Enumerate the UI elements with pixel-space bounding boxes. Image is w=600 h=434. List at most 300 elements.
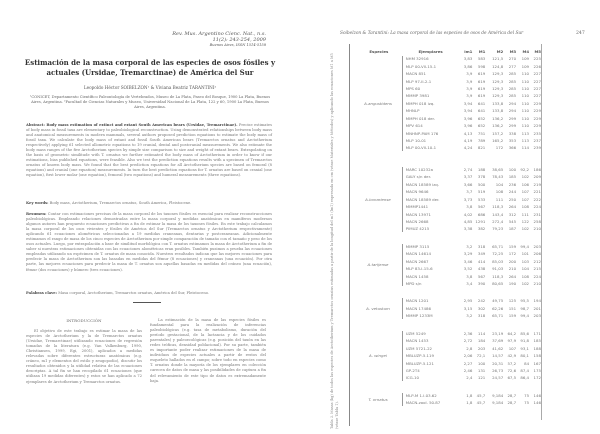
specimen-cell: MACN 18589 izq. (405, 181, 439, 187)
species-name: T. ornatus (368, 396, 388, 402)
lm1-cell: 3,96 (463, 123, 473, 129)
m4-cell: 108 (521, 273, 530, 279)
m1-cell: 619 (477, 78, 486, 84)
specimen-cell: MBLUZP-5.119 (405, 353, 434, 359)
m4-cell: 110 (521, 108, 530, 114)
lm1-cell: 3,29 (463, 251, 473, 257)
m4-cell: 110 (521, 78, 530, 84)
header-m5: M5 (534, 48, 542, 54)
m3-cell: 299 (508, 123, 517, 129)
m2-cell: 118,3 (492, 273, 504, 279)
m5-cell: 210 (533, 281, 541, 287)
table-row (355, 272, 541, 279)
m2-cell: 85,03 (492, 258, 504, 264)
m2-cell: 108 (495, 189, 504, 195)
specimen-cell: MLP 00-VII-10-1 (405, 145, 437, 151)
group-spacer (355, 320, 541, 330)
keywords-en (26, 201, 272, 205)
lm1-cell: 4,19 (463, 138, 473, 144)
specimen-cell: MACN 14614 (405, 251, 431, 257)
m3-cell: 100 (508, 166, 517, 172)
m4-cell: 102 (521, 226, 530, 232)
m1-cell: 318 (477, 243, 486, 249)
m1-cell: 619 (477, 93, 486, 99)
intro-column-left (26, 318, 142, 385)
m4-cell: 113 (521, 130, 530, 136)
lm1-cell: 2,72 (463, 338, 473, 344)
header-m3: M3 (509, 48, 517, 54)
m1-cell: 500 (477, 181, 486, 187)
m4-cell: 110 (521, 93, 530, 99)
m3-cell: 264 (508, 204, 517, 210)
m5-cell: 229 (533, 123, 541, 129)
table-row (355, 77, 541, 84)
lm1-cell: 3,9 (466, 71, 473, 77)
m5-cell: 225 (533, 56, 541, 62)
table-row (355, 85, 541, 92)
group-spacer (355, 287, 541, 297)
m5-cell: 227 (533, 93, 541, 99)
page-number: 247 (576, 31, 585, 36)
specimen-cell: UZM 5249 (405, 330, 426, 336)
header-m4: M4 (522, 48, 530, 54)
m1-cell: 1291 (475, 218, 486, 224)
abstract (26, 123, 272, 179)
m2-cell: 118,3 (492, 204, 504, 210)
authors: Leopoldo Héctor SOIBELZON¹ & Viviana Beatriz TARANTINI² (83, 85, 217, 90)
m3-cell: 190 (508, 281, 517, 287)
m3-cell: 294 (508, 100, 517, 106)
m4-cell: 101 (521, 251, 530, 257)
lm1-cell: 2,95 (463, 298, 473, 304)
specimen-cell: MMMP 3981 (405, 93, 430, 99)
specimen-cell: MMPH 018 der. (405, 115, 435, 121)
m1-cell: 652 (477, 115, 486, 121)
lm1-cell: 3,4 (466, 281, 473, 287)
m2-cell: 136,2 (492, 123, 504, 129)
m3-cell: 97,9 (507, 338, 517, 344)
m3-cell: 159 (508, 243, 517, 249)
specimen-cell: MARC 10232a (405, 166, 433, 172)
lm1-cell: 3,86 (463, 63, 473, 69)
m1-cell: 242 (477, 298, 486, 304)
species-group (355, 297, 541, 319)
species-name: A. vetustum (366, 305, 390, 311)
m4-cell: 110 (521, 100, 530, 106)
m5-cell: 172 (533, 375, 541, 381)
specimen-cell: MACN 2668 (405, 218, 429, 224)
resumen-text: Contar con estimaciones precisas de la masa corporal de los taxones fósiles es esencial para realizar reconstrucciones paleobiológicas. Empleando relaciones demostradas entre la masa corporal y medidas anatómicas en mamíferos modernos algunos autores han propuesto ecuaciones predictivas a fin de estimar la masa de los taxones fósiles. En este trabajo calculamos la masa corporal de los osos vivientes y fósiles de América del Sur (Tremarctos ornatus y Arctotherium respectivamente) aplicando 61 ecuaciones alométricas seleccionadas a 19 medidas craneanas, dentarias y postcraneanas. Adicionalmente estimamos el rango de masa de los cinco especies de Arctotherium por simple comparación de tamaño con el tamaño y peso de los osos actuales. Luego, por extrapolación a base de similitud morfológica con T. ornatus estimamos la masa de Arctotherium a fin de saber si nuestras estimaciones obtenidas con las ecuaciones alométricas eran posibles. También pusimos a prueba las ecuaciones empleadas utilizando un espécimen de T. ornatus de masa conocida. Nuestros resultados indican que las mejores ecuaciones para predecir la masa de Arctotherium son las basadas en medidas del fémur (8 ecuaciones) y craneanas (una ecuación). Por otra parte, las mejores ecuaciones para predecir la masa de T. ornatus son aquellas basadas en medidas del cráneo (una ecuación), fémur (dos ecuaciones) y húmero (tres ecuaciones). (26, 212, 272, 272)
specimen-cell: MBLUZP-5.121 (405, 360, 434, 366)
header-lm1: lm1 (464, 48, 473, 54)
table-body (355, 55, 541, 407)
m1-cell: 203 (477, 345, 486, 351)
m5-cell: 219 (533, 181, 541, 187)
m1-cell: 438 (477, 266, 486, 272)
m2-cell: 129,3 (492, 78, 504, 84)
lm1-cell: 3,2 (466, 243, 473, 249)
m4-cell: 99,4 (520, 243, 530, 249)
species-group (355, 392, 541, 407)
m4-cell: 98,7 (520, 305, 530, 311)
m5-cell: 237 (533, 138, 541, 144)
lm1-cell: 3,52 (463, 266, 473, 272)
resumen (26, 212, 272, 273)
m1-cell: 390 (477, 281, 486, 287)
lm1-cell: 4,24 (463, 145, 473, 151)
m3-cell: 270 (508, 56, 517, 62)
m4-cell: 75 (524, 392, 530, 398)
m5-cell: 239 (533, 145, 541, 151)
lm1-cell: 2,36 (463, 330, 473, 336)
abstract-text: Precise estimates of body mass in fossil taxa are elementary to paleobiological reconstruction. Using demonstrated relationships between body mass and anatomical measurements in modern mammals, several authors proposed prediction equations to estimate the body mass of fossil taxa. We calculate the body mass of extant and fossil South American bears (Tremarctos ornatus and Arctotherium respectively) applying 61 selected allometric equations to 19 cranial, dental and postcranial measurements. We also estimate the body mass ranges of the five Arctotherium species by simple size comparison to size and weight of extant bears. Extrapolating on the basis of geometric similitude with T. ornatus we further estimated the body mass of Arctotherium in order to know if our estimations, bias published equations, were feasible. Also we test the prediction equations results with a specimen of Tremarctos ornatus of known body mass. We found that the best prediction equations for all Arctotherium species are based on femoral (8 equations) and cranial (one equation) measurements. In turn the best prediction equations for T. ornatus are based on cranial (one equation), first lower molar (one equation), femoral (two equations) and humeral measurements (three equations). (26, 123, 272, 178)
m1-cell: 519 (477, 189, 486, 195)
m2-cell: 143,4 (492, 211, 504, 217)
specimen-cell: MACN 18589 der. (405, 196, 440, 202)
specimen-cell: MACN 1458 (405, 273, 429, 279)
specimen-cell: MACN 13971 (405, 211, 431, 217)
species-name: A.bonariense (365, 196, 391, 202)
m2-cell: 133,8 (492, 108, 504, 114)
m5-cell: 229 (533, 108, 541, 114)
m4-cell: 86,4 (520, 375, 530, 381)
specimen-cell: MACN 1201 (405, 298, 429, 304)
m3-cell: 200 (508, 258, 517, 264)
m5-cell: 209 (533, 174, 541, 180)
m3-cell: 64,2 (507, 330, 517, 336)
m2-cell: 124,8 (492, 63, 504, 69)
lm1-cell: 3,9 (466, 93, 473, 99)
keywords-es-label: Palabras clave: (26, 291, 58, 295)
m4-cell: 91,8 (520, 338, 530, 344)
m3-cell: 277 (508, 63, 517, 69)
m4-cell: 108 (521, 204, 530, 210)
lm1-cell: 2,4 (466, 375, 473, 381)
journal-issn: Buenos Aires, ISSN 1514-5158 (209, 43, 266, 48)
m3-cell: 545 (508, 218, 517, 224)
specimen-cell: MLP 10-01 (405, 138, 427, 144)
group-bracket (402, 56, 403, 151)
m2-cell: 133,8 (492, 100, 504, 106)
m5-cell: 167 (533, 360, 541, 366)
m4-cell: 110 (521, 71, 530, 77)
m2-cell: 129,3 (492, 93, 504, 99)
lm1-cell: 1,8 (466, 400, 473, 406)
lm1-cell: 3,46 (463, 258, 473, 264)
m3-cell: 236 (508, 181, 517, 187)
m2-cell: 37,69 (492, 338, 504, 344)
m5-cell: 203 (533, 313, 541, 319)
lm1-cell: 3,15 (463, 305, 473, 311)
m5-cell: 229 (533, 115, 541, 121)
lm1-cell: 3,7 (466, 189, 473, 195)
lm1-cell: 3,38 (463, 226, 473, 232)
table-row (355, 280, 541, 287)
m3-cell: 72,6 (507, 367, 517, 373)
m2-cell: 14,57 (492, 353, 504, 359)
m4-cell: 122 (521, 218, 530, 224)
m2-cell: 91,03 (492, 266, 504, 272)
right-page (300, 0, 600, 434)
m5-cell: 203 (533, 243, 541, 249)
table-row (355, 181, 541, 188)
table-row (355, 115, 541, 122)
table-row (355, 137, 541, 144)
m2-cell: 20,31 (492, 360, 504, 366)
lm1-cell: 2,27 (463, 360, 473, 366)
m2-cell: 129,3 (492, 85, 504, 91)
m4-cell: 102 (521, 174, 530, 180)
m2-cell: 65,71 (492, 243, 504, 249)
lm1-cell: 3,8 (466, 204, 473, 210)
m5-cell: 158 (533, 353, 541, 359)
m3-cell: 67,5 (507, 375, 517, 381)
m5-cell: 258 (533, 218, 541, 224)
table-row (355, 203, 541, 210)
m4-cell: 92,2 (520, 166, 530, 172)
lm1-cell: 3,8 (466, 273, 473, 279)
m2-cell: 65,71 (492, 313, 504, 319)
specimen-cell: MLP 97-II-2-1 (405, 78, 432, 84)
m2-cell: 172 (495, 145, 504, 151)
m5-cell: 229 (533, 100, 541, 106)
m3-cell: 338 (508, 130, 517, 136)
table-row (355, 70, 541, 77)
m4-cell: 109 (521, 63, 530, 69)
lm1-cell: 2,8 (466, 345, 473, 351)
table-row (355, 337, 541, 344)
m1-cell: 619 (477, 71, 486, 77)
table-row (355, 297, 541, 304)
m5-cell: 226 (533, 63, 541, 69)
lm1-cell: 4,02 (463, 211, 473, 217)
lm1-cell: 2,06 (463, 353, 473, 359)
intro-paragraph-2: La estimación de la masa de las especies fósiles es fundamental para la realización de inferencias paleobiológicas (e.g. tasa de metabolismo, duración del período gestacional, de la lactancia y de los cuidados parentales) y paleoecológicas (e.g. posición del taxón en las redes tróficas, densidad poblacional). Por su parte, también es importante poder realizar estimaciones de la masa de individuos de especies actuales a partir de restos del esqueleto hallados en el campo; sobre todo en especies como T. ornatus donde la mayoría de los ejemplares en colección carecen de datos de masa y las posibilidades de captura a fin del relevamiento de este tipo de datos es extremadamente baja. (150, 318, 266, 383)
m1-cell: 318 (477, 313, 486, 319)
specimen-cell: MACN 851 (405, 71, 426, 77)
m1-cell: 652 (477, 123, 486, 129)
resumen-heading: Resumen: (26, 212, 47, 216)
lm1-cell: 2,46 (463, 367, 473, 373)
m4-cell: 75 (524, 400, 530, 406)
m5-cell: 146 (533, 400, 541, 406)
specimen-cell: MACN 2667 (405, 258, 429, 264)
lm1-cell: 3,96 (463, 115, 473, 121)
m3-cell: 210 (508, 266, 517, 272)
species-name: A. wingei (369, 353, 387, 359)
table-row (355, 55, 541, 62)
specimen-cell: MMMP 3115 (405, 243, 430, 249)
section-separator (133, 302, 161, 303)
m2-cell: 38,65 (492, 166, 504, 172)
lm1-cell: 1,8 (466, 392, 473, 398)
m3-cell: 353 (508, 138, 517, 144)
m5-cell: 222 (533, 196, 541, 202)
m4-cell: 111 (521, 211, 530, 217)
m2-cell: 62,26 (492, 305, 504, 311)
journal-name: Rev. Mus. Argentino Cienc. Nat., n.s. (172, 31, 266, 37)
table-row (355, 92, 541, 99)
m1-cell: 751 (477, 130, 486, 136)
lm1-cell: 2,74 (463, 166, 473, 172)
table-right-rule (541, 44, 542, 226)
m5-cell: 188 (533, 345, 541, 351)
m4-cell: 107 (521, 189, 530, 195)
table-header-row (355, 47, 541, 55)
table-row (355, 173, 541, 180)
m2-cell: 80,65 (492, 281, 504, 287)
m1-cell: 598 (477, 63, 486, 69)
m2-cell: 9,184 (492, 400, 504, 406)
table-row (355, 367, 541, 374)
journal-volume: 11(2): 243-254, 2009 (212, 37, 266, 44)
m1-cell: 349 (477, 251, 486, 257)
m5-cell: 224 (533, 273, 541, 279)
table-row (355, 250, 541, 257)
m2-cell: 111 (495, 196, 504, 202)
m2-cell: 24,57 (492, 375, 504, 381)
m5-cell: 171 (533, 330, 541, 336)
m3-cell: 312 (508, 211, 517, 217)
table-row (355, 166, 541, 173)
keywords-en-text: Body mass, Arctotherium, Tremarctos ornatus, South America, Pleistocene. (48, 201, 192, 205)
specimen-cell: MNHNP-PAM 176 (405, 130, 439, 136)
table-row (355, 330, 541, 337)
m2-cell: 9,184 (492, 392, 504, 398)
m1-cell: 188 (477, 166, 486, 172)
mass-table (355, 47, 541, 407)
group-bracket (402, 393, 403, 406)
m5-cell: 210 (533, 226, 541, 232)
intro-heading: INTRODUCCIÓN (66, 318, 102, 323)
table-row (355, 144, 541, 151)
m3-cell: 244 (508, 189, 517, 195)
m3-cell: 285 (508, 85, 517, 91)
m5-cell: 175 (533, 367, 541, 373)
table-left-rule (349, 44, 350, 426)
m2-cell: 79,23 (492, 226, 504, 232)
m1-cell: 72,1 (476, 353, 486, 359)
specimen-cell: MPD s/n (405, 281, 422, 287)
specimen-cell: MACN 17486 (405, 305, 431, 311)
m4-cell: 102 (521, 281, 530, 287)
m4-cell: 99,4 (520, 313, 530, 319)
specimen-cell: NHM 32916 (405, 56, 429, 62)
m4-cell: 113 (521, 138, 530, 144)
header-m1: M1 (478, 48, 486, 54)
table-row (355, 225, 541, 232)
group-spacer (355, 152, 541, 166)
keywords-es (26, 291, 272, 295)
table-caption: Tabla 3. Masas (kg) de todos las especies de Arctotherium y Tremarctos ornatus estimadas a partir de la longitud del m1 (lm1) expresada en cm (véase Materiales y Métodos) y aplicando las ecuaciones M1 a M5 (véase Tabla 1). (330, 53, 339, 429)
m1-cell: 821 (477, 145, 486, 151)
specimen-cell: GP-2T4 (405, 367, 420, 373)
specimen-cell: MMPH 018 izq. (405, 100, 435, 106)
lm1-cell: 4,85 (463, 218, 473, 224)
m5-cell: 227 (533, 78, 541, 84)
species-group (355, 55, 541, 152)
header-especies: Especies (369, 48, 389, 54)
m3-cell: 187 (508, 226, 517, 232)
m4-cell: 114 (521, 145, 530, 151)
species-name: A.angustidens (364, 100, 392, 106)
m3-cell: 159 (508, 313, 517, 319)
specimen-cell: MHNLP (405, 108, 420, 114)
m3-cell: 299 (508, 115, 517, 121)
m3-cell: 185 (508, 174, 517, 180)
specimen-cell: PIMUZ 4215 (405, 226, 430, 232)
m1-cell: 583 (477, 56, 486, 62)
header-m2: M2 (496, 48, 504, 54)
paper-title: Estimación de la masa corporal de las especies de osos fósiles y actuales (Ursidae, Tremarctinae) de América del Sur (24, 58, 276, 77)
m2-cell: 23,19 (492, 330, 504, 336)
m2-cell: 41,62 (492, 345, 504, 351)
m5-cell: 235 (533, 130, 541, 136)
m5-cell: 231 (533, 211, 541, 217)
m3-cell: 28,7 (507, 400, 517, 406)
m1-cell: 789 (477, 138, 486, 144)
table-row (355, 122, 541, 129)
specimen-cell: MMMP1441 (405, 204, 429, 210)
m3-cell: 250 (508, 196, 517, 202)
m2-cell: 78,43 (492, 174, 504, 180)
m2-cell: 49,75 (492, 298, 504, 304)
m2-cell: 272,4 (492, 218, 504, 224)
m1-cell: 45,7 (476, 400, 486, 406)
lm1-cell: 4,13 (463, 130, 473, 136)
m2-cell: 157,2 (492, 130, 504, 136)
table-row (355, 218, 541, 225)
m4-cell: 95,5 (520, 298, 530, 304)
m4-cell: 103 (521, 258, 530, 264)
group-bracket (402, 298, 403, 318)
m3-cell: 125 (508, 298, 517, 304)
specimen-cell: GALY s/n der. (405, 174, 432, 180)
m1-cell: 686 (477, 211, 486, 217)
m2-cell: 26,73 (492, 367, 504, 373)
lm1-cell: 3,2 (466, 313, 473, 319)
group-bracket (402, 244, 403, 287)
m4-cell: 106 (521, 181, 530, 187)
m3-cell: 294 (508, 108, 517, 114)
table-row (355, 243, 541, 250)
table-row (355, 129, 541, 136)
m1-cell: 382 (477, 226, 486, 232)
species-name: A.tarijense (367, 262, 389, 268)
m4-cell: 93,1 (520, 345, 530, 351)
m4-cell: 110 (521, 123, 530, 129)
abstract-heading: Abstract: Body mass estimation of extinct and extant South American bears (Ursidae, Tremarctinae). (26, 123, 238, 127)
m1-cell: 414 (477, 258, 486, 264)
m1-cell: 619 (477, 85, 486, 91)
specimen-cell: ICG-10 (405, 375, 419, 381)
lm1-cell: 3,9 (466, 85, 473, 91)
m4-cell: 109 (521, 56, 530, 62)
m2-cell: 72,25 (492, 251, 504, 257)
m3-cell: 107 (508, 345, 517, 351)
lm1-cell: 3,66 (463, 181, 473, 187)
table-row (355, 312, 541, 319)
specimen-cell: MACN 9646 (405, 189, 429, 195)
m4-cell: 85,6 (520, 330, 530, 336)
table-row (355, 344, 541, 351)
m4-cell: 84 (524, 360, 530, 366)
m1-cell: 121 (477, 375, 486, 381)
m3-cell: 285 (508, 93, 517, 99)
running-header: Soibelzon & Tarantini: La masa corporal de las especies de osos de América del Sur (340, 31, 524, 36)
affiliations: ¹CONICET, Departamento Científico Paleontología de Vertebrados, Museo de La Plata, Paseo del Bosque, 1900 La Plata, Buenos Aires, Argentina. ²Facultad de Ciencias Naturales y Museo, Universidad Nacional de La Plata, 122 y 60, 1900 La Plata, Buenos Aires, Argentina. (29, 95, 271, 109)
m2-cell: 136,2 (492, 115, 504, 121)
